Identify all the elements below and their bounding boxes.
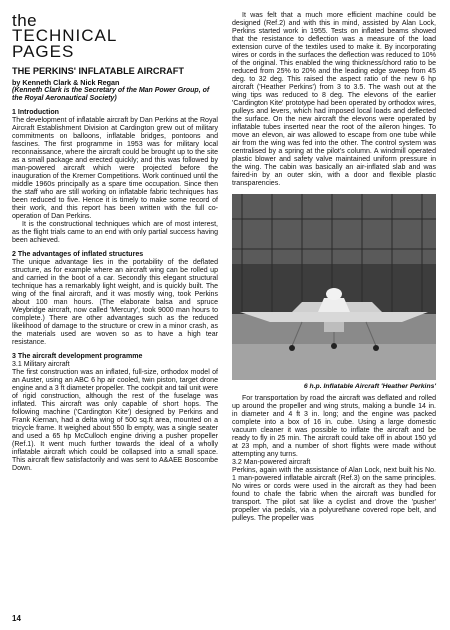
masthead-technical: TECHNICAL (12, 26, 118, 45)
section-3-1-paragraph-1: The first construction was an inflated, full-size, orthodox model of an Auster, using an ABC 6 hp air cooled, twin piston, target drone engine and a 3 ft diameter propeller. The cockpit and tail unit were of rigid construction, although the rest of the fuselage was inflated. This aircraft was only capable of short hops. The following machine ('Cardington Kite') designed by Perkins and Frank Kiernan, had a delta wing of 500 sq.ft area, mounted on a tricycle frame. It weighed about 550 lb empty, was a single seater and used a 65 hp McCulloch engine driving a pusher propeller (Ref.1). It went much further towards the ideal of a wholly inflatable aircraft which could be collapsed into a small space. This aircraft flew satisfactorily and was sent to A&AEE Boscombe Down. (12, 369, 218, 472)
section-3-2-heading: 3.2 Man-powered aircraft (232, 459, 311, 466)
section-1-heading: 1 Introduction (12, 109, 59, 116)
aircraft-photo (232, 194, 436, 380)
photo-caption: 6 h.p. Inflatable Aircraft 'Heather Perkins' (303, 383, 436, 390)
section-2-paragraph-1: The unique advantage lies in the portability of the deflated structure, as for example where an aircraft wing can be rolled up and carried in the boot of a car. Secondly this elegant structural technique has a remarkably light weight, and is quickly built. The wing of the final aircraft, and it was mostly wing, took Perkins about 100 man hours. (The elaborate balsa and spruce Weybridge aircraft, now called 'Mercury', took 9000 man hours to complete.) There are other advantages such as the reduced likelihood of damage to the structure or crew in a minor crash, as the materials used are woven so as to have a high tear resistance. (12, 259, 218, 346)
section-3-heading: 3 The aircraft development programme (12, 353, 143, 360)
section-1-paragraph-2: It is the constructional techniques which are of most interest, as the flight trials came to an end with only partial success having been achieved. (12, 221, 218, 244)
right-paragraph-1: It was felt that a much more efficient machine could be designed (Ref.2) and with this in mind, assisted by Alan Lock, Perkins started work in 1955. Tests on inflated beams showed that the resistance to deflection was a measure of the load extension curve of the textiles used to make it. By incorporating wires or cords in the surfaces the deflection was reduced to 10% of the original. This enabled the wing thickness/chord ratio to be reduced from 25% to 20% and the leading edge sweep from 45 deg. to 32 deg. This raised the aspect ratio of the new 6 hp aircraft ('Heather Perkins') from 3 to 3.5. The wash out at the wing tips was reduced to 8 deg. The elevons of the earlier 'Cardington Kite' prototype had been operated by orthodox wires, pulleys and levers, which had imposed local loads and deflected the surface. On the new aircraft the elevons were operated by inflatable tubes inserted near the root of the aileron hinges. To move an elevon, air was allowed to escape from one tube while air from the wing was fed into the other. The control system was centralised by a spring at the pilot's column. A windmill operated plastic blower and safety valve maintained uniform pressure in the wing. The cabin was basically an air-inflated slab and was faired-in by an outer skin, with a door and flexible plastic transparencies. (232, 12, 436, 187)
article-title: THE PERKINS' INFLATABLE AIRCRAFT (12, 66, 184, 76)
section-2-heading: 2 The advantages of inflated structures (12, 251, 144, 258)
right-paragraph-2: For transportation by road the aircraft was deflated and rolled up around the propeller and wing struts, making a bundle 14 in. in diameter and 4 ft 3 in. long; and the engine was packed complete into a box of 16 in. cube. Using a large domestic vacuum cleaner it was possible to inflate the aircraft and be ready to fly in 25 min. The aircraft could take off in about 150 yd at 23 mph, and a number of short flights were made without attempting any turns. (232, 395, 436, 458)
left-column (12, 11, 218, 473)
hangar-photo-illustration (232, 194, 436, 380)
section-1-paragraph-1: The development of inflatable aircraft by Dan Perkins at the Royal Aircraft Establishment Division at Cardington grew out of military commitments on balloons, inflatable bridges, pontoons and fascines. The first programme in 1953 was for military local reconnaissance, where the aircraft could be brought up to the site as a small package and erected quickly; and this was followed by man-powered aircraft which were projected before the inauguration of the Kremer Competitions. Work continued until the middle 1960s principally as a spare time occupation. Since then the staff who are still working on inflatable fabric techniques has been reduced to five. Hence it is timely to make some record of their work, and this report has been written with the full co-operation of Dan Perkins. (12, 117, 218, 220)
section-3-2-paragraph-1: Perkins, again with the assistance of Alan Lock, next built his No. 1 man-powered inflatable aircraft (Ref.3) on the same principles. No wires or cords were used in the aircraft as they had been found to chafe the fabric when the aircraft was bundled for transport. The pilot sat like a cyclist and drove the 'pusher' propeller via pedals, via a polyurethane covered rope belt, and pulleys. The propeller was (232, 467, 436, 522)
section-3-1-heading: 3.1 Military aircraft (12, 361, 70, 368)
right-column (232, 12, 436, 523)
author-bio: (Kenneth Clark is the Secretary of the Man Power Group, of the Royal Aeronautical Society) (12, 87, 210, 102)
page-number: 14 (12, 614, 21, 623)
article-byline: by Kenneth Clark & Nick Regan (12, 78, 120, 87)
masthead-pages: PAGES (12, 42, 75, 61)
masthead-the: the (12, 11, 38, 30)
